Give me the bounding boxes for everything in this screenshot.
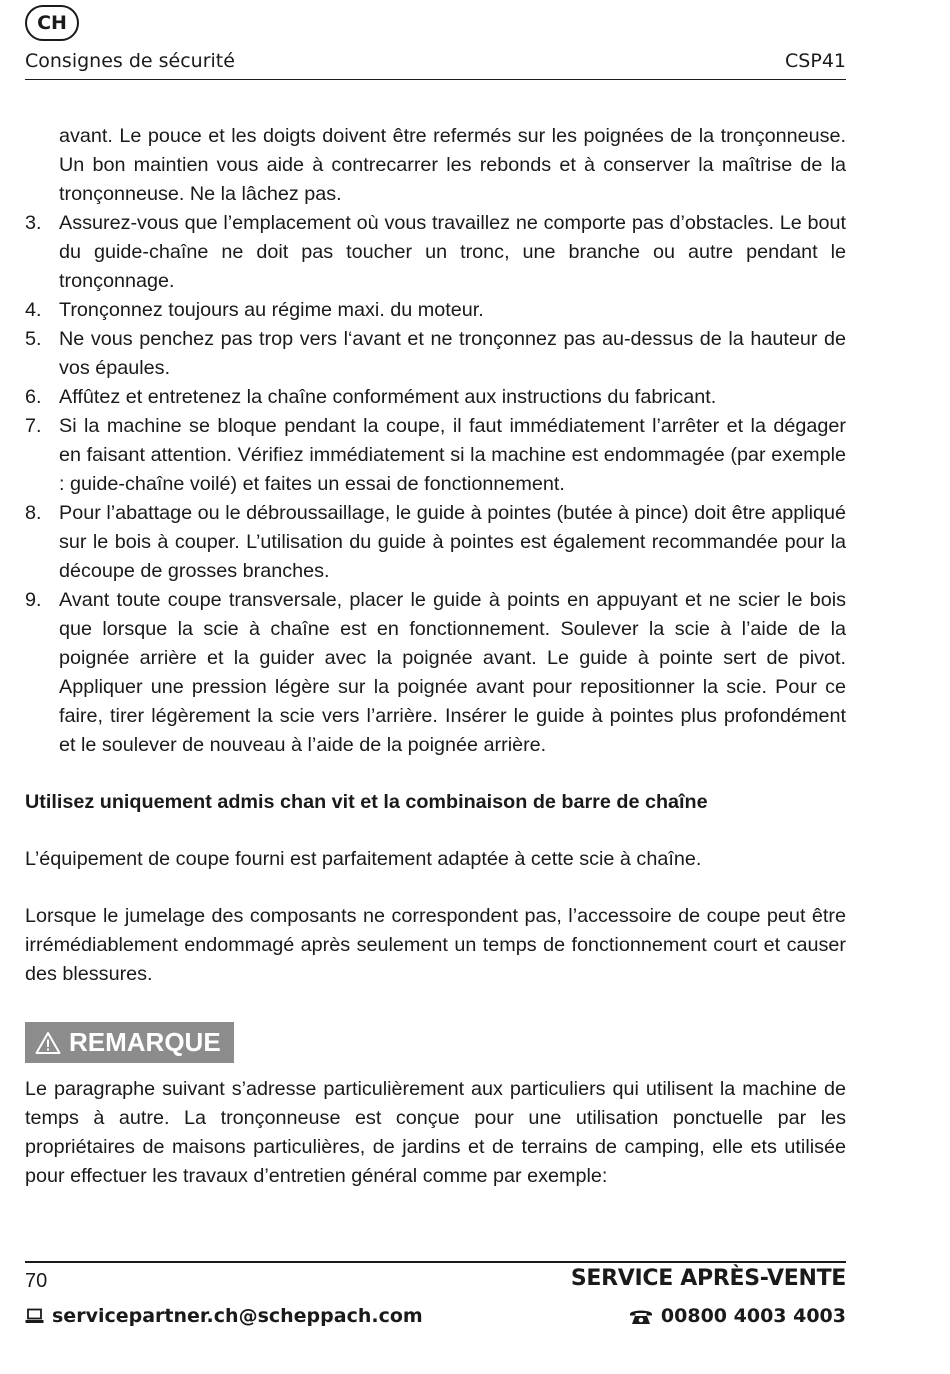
service-email[interactable] [25,1305,423,1327]
email-text: servicepartner.ch@scheppach.com [52,1305,423,1327]
item-number: 9. [25,589,42,611]
list-item [25,499,846,586]
service-label: SERVICE APRÈS-VENTE [570,1266,846,1291]
notice-banner [25,1022,234,1063]
paragraph: Lorsque le jumelage des composants ne correspondent pas, l’accessoire de coupe peut être irrémédiablement endommagé après seulement un temps de fonctionnement court et causer des blessures. [25,905,846,985]
safety-list [25,209,846,760]
country-badge: CH [25,5,79,41]
phone-text: 00800 4003 4003 [660,1305,846,1327]
list-item [25,586,846,760]
model-number: CSP41 [785,50,846,72]
notice-label: REMARQUE [69,1027,221,1057]
list-item [25,325,846,383]
section-title: Consignes de sécurité [25,50,235,72]
section-heading: Utilisez uniquement admis chan vit et la combinaison de barre de chaîne [25,791,708,813]
list-item [25,296,846,325]
item-number: 3. [25,212,42,234]
page-number: 70 [25,1270,48,1292]
list-item-continuation: avant. Le pouce et les doigts doivent être refermés sur les poignées de la tronçonneuse. Un bon maintien vous aide à contrecarrer les rebonds et à conserver la maîtrise de la tronçonneuse. Ne la lâchez pas. [59,125,846,205]
item-number: 5. [25,328,42,350]
paragraph: Le paragraphe suivant s’adresse particulièrement aux particuliers qui utilisent la machine de temps à autre. La tronçonneuse est conçue pour une utilisation ponctuelle par les propriétaires de maisons particulières, de jardins et de terrains de camping, elle ets utilisée pour effectuer les travaux d’entretien général comme par exemple: [25,1078,846,1187]
item-text: Si la machine se bloque pendant la coupe, il faut immédiatement l’arrêter et la dégager en faisant attention. Vérifiez immédiatement si la machine est endommagée (par exemple : guide-chaîne voilé) et faites un essai de fonctionnement. [59,415,846,495]
list-item [25,412,846,499]
laptop-icon [25,1308,44,1324]
main-content [25,122,846,1191]
item-number: 4. [25,299,42,321]
item-text: Pour l’abattage ou le débroussaillage, le guide à pointes (butée à pince) doit être appliqué sur le bois à couper. L’utilisation du guide à pointes est également recommandée pour la découpe de grosses branches. [59,502,846,582]
footer-divider [25,1261,846,1263]
header-divider [25,79,846,80]
item-text: Affûtez et entretenez la chaîne conformément aux instructions du fabricant. [59,386,717,408]
paragraph: L’équipement de coupe fourni est parfaitement adaptée à cette scie à chaîne. [25,848,702,870]
item-text: Assurez-vous que l’emplacement où vous travaillez ne comporte pas d’obstacles. Le bout du guide-chaîne ne doit pas toucher un tronc, une branche ou autre pendant le tronçonnage. [59,212,846,292]
service-phone[interactable] [629,1305,846,1327]
list-item [25,383,846,412]
item-text: Ne vous penchez pas trop vers l‘avant et ne tronçonnez pas au-dessus de la hauteur de vos épaules. [59,328,846,379]
item-number: 8. [25,502,42,524]
item-text: Avant toute coupe transversale, placer le guide à points en appuyant et ne scier le bois que lorsque la scie à chaîne est en fonctionnement. Soulever la scie à l’aide de la poignée arrière et la guider avec la poignée avant. Le guide à pointe sert de pivot. Appliquer une pression légère sur la poignée avant pour repositionner la scie. Pour ce faire, tirer légèrement la scie vers l’arrière. Insérer le guide à pointes plus profondément et le soulever de nouveau à l’aide de la poignée arrière. [59,589,846,756]
item-number: 6. [25,386,42,408]
warning-triangle-icon [35,1031,61,1055]
item-text: Tronçonnez toujours au régime maxi. du moteur. [59,299,484,321]
telephone-icon [629,1308,653,1325]
list-item [25,209,846,296]
item-number: 7. [25,415,42,437]
